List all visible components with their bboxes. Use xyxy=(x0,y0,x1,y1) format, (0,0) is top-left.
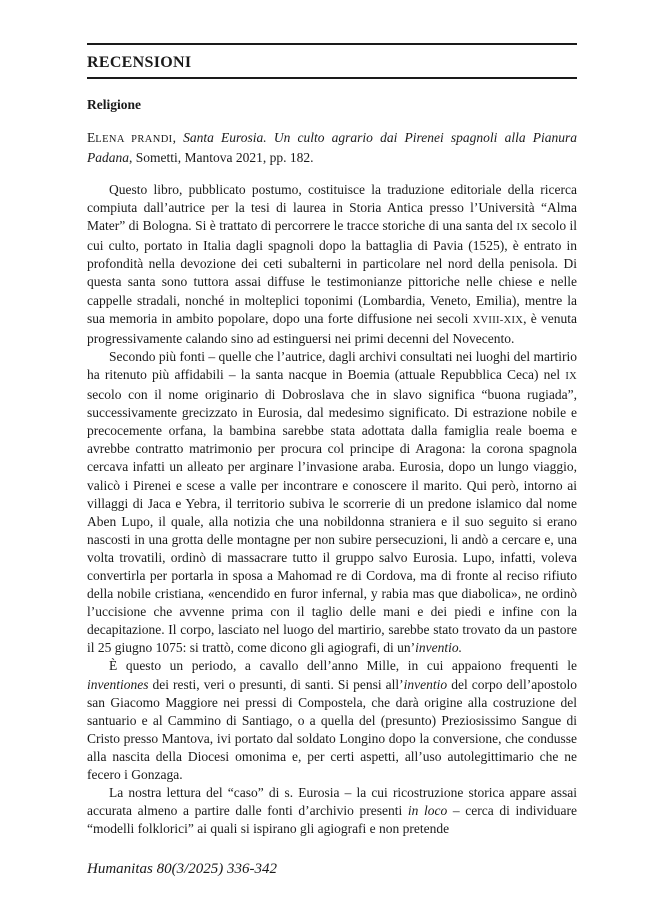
p2-inventio: inventio. xyxy=(415,640,462,656)
p4-text-c: – cerca di individuare “modelli folklorici” ai quali si ispirano gli agiografi e non pretende xyxy=(87,803,577,837)
p1-centuries: XVIII-XIX xyxy=(472,314,524,326)
p2-text-a: Secondo più fonti – quelle che l’autrice, dagli archivi consultati nei luoghi del martirio ha ritenuto più affidabili – la santa nacque in Boemia (attuale Repubblica Ceca) nel xyxy=(87,348,577,382)
paragraph-1 xyxy=(87,181,577,348)
book-citation xyxy=(87,129,577,167)
p1-text-c: secolo il cui culto, portato in Italia dagli spagnoli dopo la battaglia di Pavia (1525), è entrato in profondità nella devozione dei ceti subalterni in particolare nel nord della penisola. Di questa santa sono tuttora assai diffuse le testimonianze pittoriche nelle chiese e nelle cappelle stradali, nonché in molteplici toponimi (Lombardia, Veneto, Emilia), mentre la sua memoria in ambito popolare, dopo una forte diffusione nei secoli xyxy=(87,218,577,326)
p4-text-a: La nostra lettura del “caso” di s. Eurosia – la cui ricostruzione storica appare assai accurata almeno a partire dalle fonti d’archivio presenti xyxy=(87,785,577,819)
p3-inventio: inventio xyxy=(403,676,448,692)
top-rule xyxy=(87,43,577,45)
subsection-title: Religione xyxy=(87,97,141,112)
p3-text-e: del corpo dell’apostolo san Giacomo Maggiore nei pressi di Compostela, che darà origine alla costruzione del santuario e al Cammino di Santiago, o a quella del (presunto) Preziosissimo Sangue di Cristo presso Mantova, ivi portato dal soldato Longino dopo la conversione, che condusse alla nascita della Diocesi omonima e, per certi aspetti, all’uso autolegittimario che ne fecero i Gonzaga. xyxy=(87,676,577,782)
p4-in-loco: in loco xyxy=(407,803,448,819)
paragraph-2 xyxy=(87,348,577,658)
p3-text-a: È questo un periodo, a cavallo dell’anno Mille, in cui appaiono frequenti le xyxy=(109,658,577,674)
p1-century: IX xyxy=(516,222,529,234)
book-publisher: , Sometti, Mantova 2021, pp. 182. xyxy=(129,150,314,165)
p1-text-a: Questo libro, pubblicato postumo, costituisce la traduzione editoriale della ricerca compiuta dall’autrice per la tesi di laurea in Storia Antica presso l’Università “Alma Mater” di Bologna. Si è trattato di percorrere le tracce storiche di una santa del xyxy=(87,182,577,234)
author-name: LENA PRANDI xyxy=(95,134,173,145)
section-rule xyxy=(87,77,577,79)
p1-text-e: , è venuta progressivamente calando sino ad estinguersi nei primi decenni del Novecento. xyxy=(87,310,577,346)
author-initial: E xyxy=(87,130,96,145)
review-body xyxy=(87,181,577,838)
p3-text-c: dei resti, veri o presunti, di santi. Si pensi all’ xyxy=(148,676,404,692)
p2-text-c: secolo con il nome originario di Dobroslava che in slavo significa “buona rugiada”, successivamente grecizzato in Eurosia, dal medesimo significato. Di estrazione nobile e precocemente orfana, la bambina sarebbe stata adottata dalla famiglia reale boema e avrebbe contratto matrimonio per procura col principe di Aragona: la corona spagnola cercava infatti un alleato per arginare l’invasione araba. Eurosia, dopo un lungo viaggio, valicò i Pirenei e scese a valle per incontrare e conoscere il marito. Qui però, intorno ai villaggi di Jaca e Yebra, il territorio subiva le scorrerie di un predone islamico dal nome Aben Lupo, il quale, alla notizia che una nobildonna straniera e il suo seguito si erano nascosti in una grotta delle montagne per non subire persecuzioni, li andò a cercare e, una volta trovatili, ordinò di massacrare tutto il gruppo salvo Eurosia. Lupo, infatti, voleva convertirla per portarla in sposa a Mahomad re di Cordova, ma di fronte al reciso rifiuto della nobile cristiana, «encendido en furor infernal, y rabia mas que diabolica», ne ordinò l’uccisione che avvenne prima con il taglio delle mani e dei piedi e infine con la decapitazione. Il corpo, lasciato nel luogo del martirio, sarebbe stato trovato da un pastore il 25 giugno 1075: si trattò, come dicono gli agiografi, di un’ xyxy=(87,387,577,656)
p3-inventiones: inventiones xyxy=(87,676,149,692)
citation-separator: , xyxy=(172,130,184,145)
section-title: RECENSIONI xyxy=(87,54,192,71)
journal-reference: Humanitas 80(3/2025) 336-342 xyxy=(87,861,277,877)
p2-century: IX xyxy=(565,370,577,382)
book-title: Santa Eurosia. Un culto agrario dai Pirenei spagnoli alla Pianura Padana xyxy=(87,130,578,165)
paragraph-3 xyxy=(87,657,577,784)
paragraph-4 xyxy=(87,784,577,838)
